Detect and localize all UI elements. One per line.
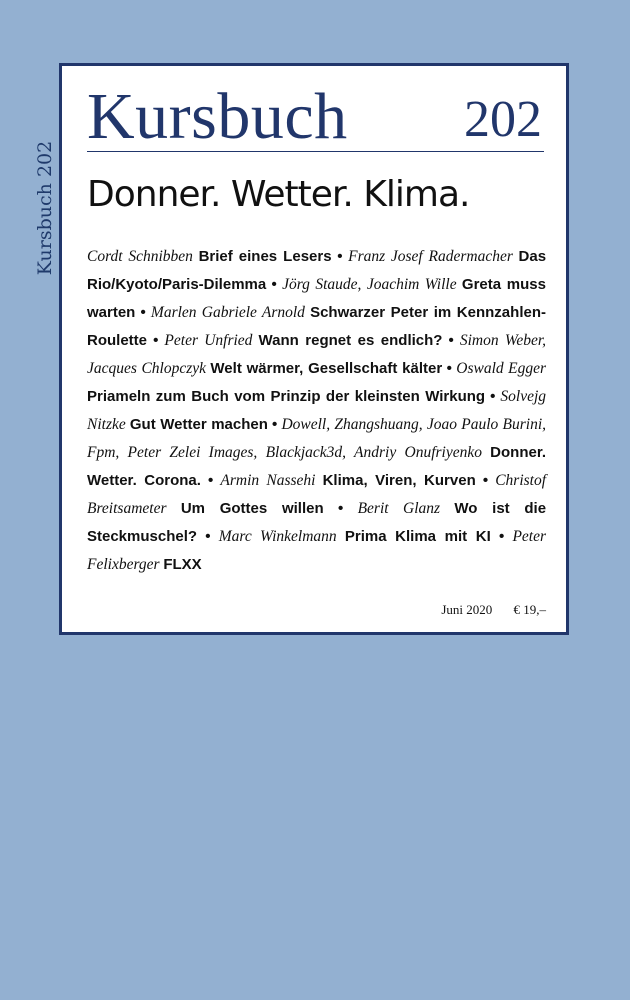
- article-title: FLXX: [163, 556, 202, 573]
- article-title: Schwarzer Peter im Kennzahlen-Roulette: [87, 304, 546, 349]
- author-name: Christof Breitsameter: [87, 472, 547, 517]
- spine-text: Kursbuch 202: [34, 140, 56, 276]
- article-title: Priameln zum Buch vom Prinzip der kleinsten Wirkung: [87, 388, 486, 405]
- issue-date: Juni 2020: [441, 602, 493, 617]
- author-name: Marc Winkelmann: [218, 528, 337, 545]
- separator-bullet: •: [153, 332, 159, 349]
- author-name: Franz Josef Radermacher: [348, 248, 513, 265]
- author-name: Jörg Staude, Joachim Wille: [282, 276, 457, 293]
- cover-panel: [59, 63, 569, 635]
- brand-logo: Kursbuch: [87, 80, 348, 153]
- article-title: Prima Klima mit KI: [344, 528, 491, 545]
- spine-label: [32, 128, 58, 288]
- contents-entry: [220, 473, 475, 489]
- article-title: Wo ist die Steckmuschel?: [87, 500, 547, 545]
- separator-bullet: •: [482, 472, 489, 489]
- separator-bullet: •: [490, 388, 496, 405]
- article-title: Klima, Viren, Kurven: [322, 472, 476, 489]
- article-title: Gut Wetter machen: [129, 416, 268, 433]
- separator-bullet: •: [208, 472, 214, 489]
- author-name: Peter Felixberger: [87, 528, 547, 573]
- separator-bullet: •: [337, 500, 344, 517]
- separator-bullet: •: [498, 528, 505, 545]
- separator-bullet: •: [205, 528, 211, 545]
- article-title: Wann regnet es endlich?: [258, 332, 443, 349]
- author-name: Cordt Schnibben: [87, 248, 193, 265]
- separator-bullet: •: [140, 304, 146, 321]
- cover-title: Donner. Wetter. Klima.: [87, 174, 470, 215]
- separator-bullet: •: [271, 276, 277, 293]
- separator-bullet: •: [446, 360, 452, 377]
- contents-entry: [219, 529, 491, 545]
- contents-list: [87, 243, 546, 579]
- issue-number: 202: [464, 91, 542, 148]
- article-title: Das Rio/Kyoto/Paris-Dilemma: [87, 248, 547, 293]
- author-name: Peter Unfried: [164, 332, 253, 349]
- author-name: Marlen Gabriele Arnold: [150, 304, 305, 321]
- author-name: Armin Nassehi: [220, 472, 316, 489]
- cover-footer: [441, 602, 546, 618]
- article-title: Welt wärmer, Gesellschaft kälter: [210, 360, 443, 377]
- article-title: Donner. Wetter. Corona.: [87, 444, 546, 489]
- separator-bullet: •: [448, 332, 454, 349]
- author-name: Dowell, Zhangshuang, Joao Paulo Burini, Fpm, Peter Zelei Images, Blackjack3d, Andriy Onufriyenko: [87, 416, 547, 461]
- author-name: Berit Glanz: [357, 500, 441, 517]
- contents-entry: [87, 249, 332, 265]
- author-name: Oswald Egger: [456, 360, 547, 377]
- author-name: Solvejg Nitzke: [87, 388, 547, 433]
- contents-entry: [164, 333, 442, 349]
- masthead: [87, 80, 544, 153]
- price-label: € 19,–: [513, 602, 546, 617]
- article-title: Greta muss warten: [87, 276, 546, 321]
- separator-bullet: •: [272, 416, 278, 433]
- author-name: Simon Weber, Jacques Chlopczyk: [87, 332, 547, 377]
- article-title: Um Gottes willen: [180, 500, 324, 517]
- article-title: Brief eines Lesers: [198, 248, 332, 265]
- separator-bullet: •: [337, 248, 343, 265]
